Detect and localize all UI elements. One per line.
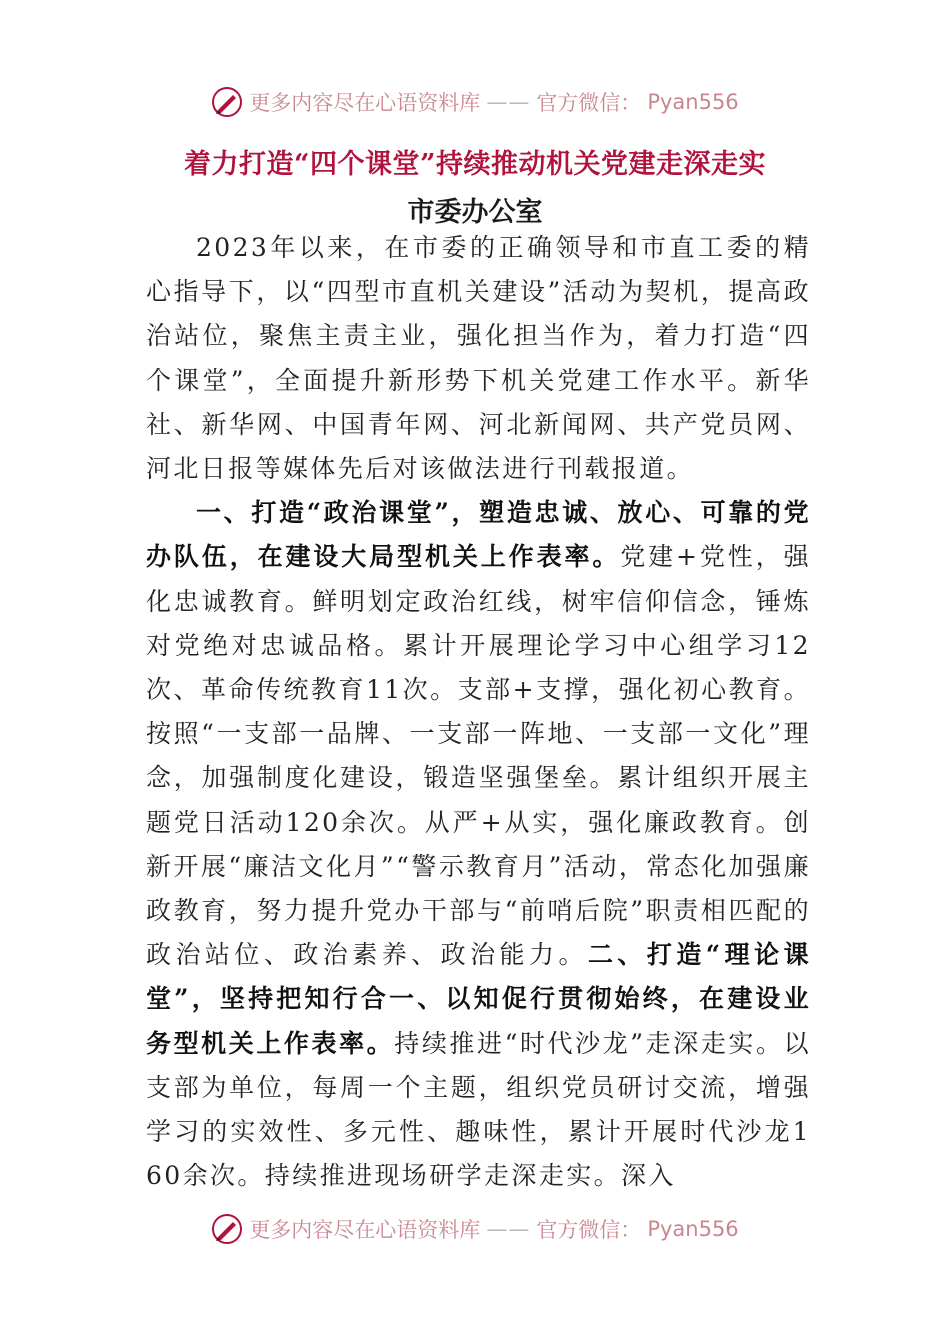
- section2-heading: 二、打造“理论课堂”，坚持把知行合一、以知促行贯彻始终，在建设业务型机关上作表率。: [146, 940, 811, 1058]
- banner-wechat-label: 官方微信：: [536, 1218, 642, 1242]
- document-title: 着力打造“四个课堂”持续推动机关党建走深走实: [183, 149, 767, 180]
- section2-text: 持续推进“时代沙龙”走深走实。以支部为单位，每周一个主题，组织党员研讨交流，增强学习的实效性、多元性、趣味性，累计开展时代沙龙160余次。持续推进现场研学走深走实。深入: [146, 1028, 811, 1191]
- banner-wechat-id: Pyan556: [647, 1217, 739, 1241]
- intro-paragraph: 2023年以来，在市委的正确领导和市直工委的精心指导下，以“四型市直机关建设”活动为契机，提高政治站位，聚焦主责主业，强化担当作为，着力打造“四个课堂”，全面提升新形势下机关党建工作水平。新华社、新华网、中国青年网、河北新闻网、共产党员网、河北日报等媒体先后对该做法进行刊载报道。: [146, 233, 811, 484]
- header-watermark-banner: [0, 86, 950, 118]
- document-author: 市委办公室: [407, 197, 543, 228]
- footer-watermark-banner: [0, 1213, 950, 1245]
- pen-logo-icon: [211, 86, 243, 118]
- document-body: [146, 226, 811, 1198]
- banner-separator: ——: [486, 90, 531, 114]
- banner-wechat-id: Pyan556: [647, 90, 739, 114]
- banner-wechat-label: 官方微信：: [536, 91, 642, 115]
- section1-text: 党建+党性，强化忠诚教育。鲜明划定政治红线，树牢信仰信念，锤炼对党绝对忠诚品格。累计开展理论学习中心组学习12次、革命传统教育11次。支部+支撑，强化初心教育。按照“一支部一品牌、一支部一阵地、一支部一文化”理念，加强制度化建设，锻造坚强堡垒。累计组织开展主题党日活动120余次。从严+从实，强化廉政教育。创新开展“廉洁文化月”“警示教育月”活动，常态化加强廉政教育，努力提升党办干部与“前哨后院”职责相匹配的政治站位、政治素养、政治能力。: [146, 542, 811, 970]
- banner-site-text: 更多内容尽在心语资料库: [249, 1218, 481, 1242]
- section1-heading: 一、打造“政治课堂”，塑造忠诚、放心、可靠的党办队伍，在建设大局型机关上作表率。: [146, 498, 811, 572]
- section-paragraph: [146, 491, 811, 1198]
- banner-separator: ——: [486, 1217, 531, 1241]
- banner-site-text: 更多内容尽在心语资料库: [249, 91, 481, 115]
- pen-logo-icon: [211, 1213, 243, 1245]
